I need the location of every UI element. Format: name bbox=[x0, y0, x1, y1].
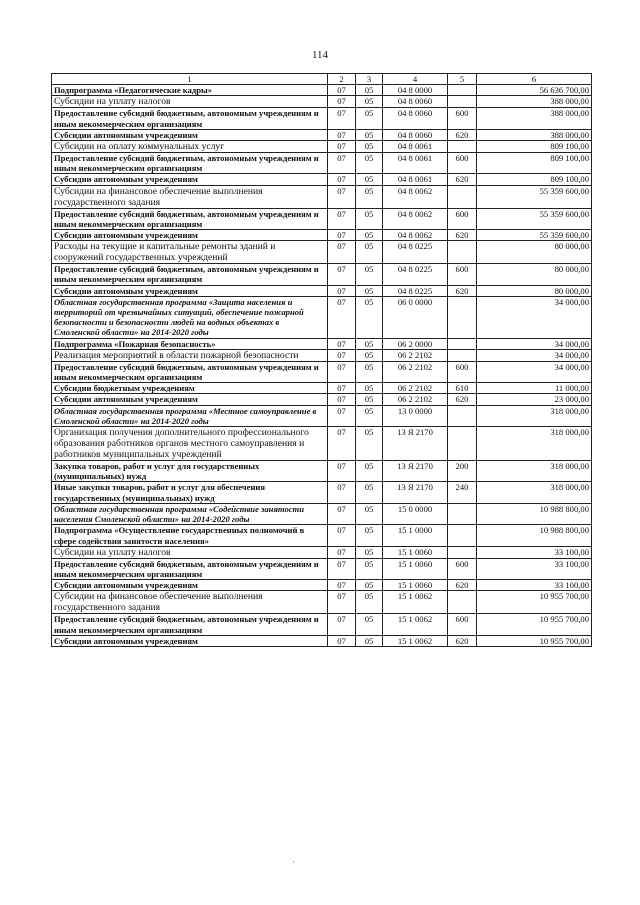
row-section-code: 07 bbox=[328, 208, 356, 229]
table-row bbox=[52, 427, 592, 461]
row-target-code: 13 Я 2170 bbox=[383, 482, 448, 503]
row-amount: 80 000,00 bbox=[477, 264, 592, 285]
row-expense-type: 240 bbox=[448, 482, 477, 503]
row-subsection-code: 05 bbox=[356, 96, 383, 108]
row-expense-type: 600 bbox=[448, 614, 477, 635]
row-section-code: 07 bbox=[328, 383, 356, 394]
row-section-code: 07 bbox=[328, 85, 356, 96]
row-target-code: 04 8 0225 bbox=[383, 264, 448, 285]
row-name: Областная государственная программа «Местное самоуправление в Смоленской области» на 2014-2020 годы bbox=[52, 405, 328, 426]
row-expense-type bbox=[448, 96, 477, 108]
row-target-code: 15 1 0062 bbox=[383, 591, 448, 614]
row-amount: 33 100,00 bbox=[477, 558, 592, 579]
table-row bbox=[52, 525, 592, 546]
row-target-code: 04 8 0225 bbox=[383, 241, 448, 264]
row-name: Иные закупки товаров, работ и услуг для обеспечения государственных (муниципальных) нужд bbox=[52, 482, 328, 503]
table-row bbox=[52, 141, 592, 153]
row-amount: 55 359 600,00 bbox=[477, 185, 592, 208]
table-row bbox=[52, 208, 592, 229]
row-target-code: 04 8 0060 bbox=[383, 96, 448, 108]
row-section-code: 07 bbox=[328, 558, 356, 579]
row-subsection-code: 05 bbox=[356, 427, 383, 461]
table-row bbox=[52, 546, 592, 558]
row-amount: 23 000,00 bbox=[477, 394, 592, 405]
row-expense-type bbox=[448, 503, 477, 524]
table-row bbox=[52, 85, 592, 96]
row-target-code: 04 8 0225 bbox=[383, 285, 448, 296]
row-expense-type bbox=[448, 525, 477, 546]
column-header: 6 bbox=[477, 74, 592, 85]
row-expense-type bbox=[448, 241, 477, 264]
table-row bbox=[52, 264, 592, 285]
row-name: Субсидии на уплату налогов bbox=[52, 546, 328, 558]
row-target-code: 15 1 0060 bbox=[383, 558, 448, 579]
row-section-code: 07 bbox=[328, 394, 356, 405]
row-subsection-code: 05 bbox=[356, 338, 383, 349]
row-section-code: 07 bbox=[328, 174, 356, 185]
row-name: Предоставление субсидий бюджетным, автономным учреждениям и иным некоммерческим организациям bbox=[52, 614, 328, 635]
row-name: Субсидии на финансовое обеспечение выполнения государственного задания bbox=[52, 185, 328, 208]
row-expense-type: 620 bbox=[448, 230, 477, 241]
table-row bbox=[52, 153, 592, 174]
row-subsection-code: 05 bbox=[356, 635, 383, 646]
page-mark: · bbox=[292, 857, 295, 867]
row-expense-type bbox=[448, 591, 477, 614]
row-target-code: 13 Я 2170 bbox=[383, 427, 448, 461]
table-row bbox=[52, 591, 592, 614]
row-target-code: 13 0 0000 bbox=[383, 405, 448, 426]
row-target-code: 04 8 0062 bbox=[383, 208, 448, 229]
row-name: Предоставление субсидий бюджетным, автономным учреждениям и иным некоммерческим организациям bbox=[52, 108, 328, 129]
row-name: Реализация мероприятий в области пожарной безопасности bbox=[52, 349, 328, 361]
table-row bbox=[52, 503, 592, 524]
row-amount: 10 955 700,00 bbox=[477, 591, 592, 614]
row-subsection-code: 05 bbox=[356, 153, 383, 174]
table-row bbox=[52, 614, 592, 635]
row-name: Закупка товаров, работ и услуг для государственных (муниципальных) нужд bbox=[52, 461, 328, 482]
row-subsection-code: 05 bbox=[356, 394, 383, 405]
column-header: 3 bbox=[356, 74, 383, 85]
row-section-code: 07 bbox=[328, 141, 356, 153]
table-row bbox=[52, 338, 592, 349]
row-expense-type bbox=[448, 405, 477, 426]
row-expense-type: 600 bbox=[448, 558, 477, 579]
row-subsection-code: 05 bbox=[356, 405, 383, 426]
row-amount: 318 000,00 bbox=[477, 405, 592, 426]
row-section-code: 07 bbox=[328, 230, 356, 241]
row-expense-type bbox=[448, 427, 477, 461]
row-expense-type: 610 bbox=[448, 383, 477, 394]
column-header: 2 bbox=[328, 74, 356, 85]
row-subsection-code: 05 bbox=[356, 230, 383, 241]
row-target-code: 15 1 0060 bbox=[383, 546, 448, 558]
row-name: Организация получения дополнительного профессионального образования работников органов местного самоуправления и работников муниципальных учреждений bbox=[52, 427, 328, 461]
row-name: Субсидии автономным учреждениям bbox=[52, 285, 328, 296]
row-subsection-code: 05 bbox=[356, 108, 383, 129]
row-name: Субсидии автономным учреждениям bbox=[52, 174, 328, 185]
row-expense-type bbox=[448, 296, 477, 338]
row-amount: 10 955 700,00 bbox=[477, 614, 592, 635]
row-target-code: 06 0 0000 bbox=[383, 296, 448, 338]
column-header: 4 bbox=[383, 74, 448, 85]
row-subsection-code: 05 bbox=[356, 174, 383, 185]
row-expense-type: 600 bbox=[448, 208, 477, 229]
row-subsection-code: 05 bbox=[356, 482, 383, 503]
row-name: Субсидии автономным учреждениям bbox=[52, 230, 328, 241]
row-amount: 33 100,00 bbox=[477, 580, 592, 591]
table-row bbox=[52, 635, 592, 646]
row-name: Субсидии автономным учреждениям bbox=[52, 635, 328, 646]
row-expense-type: 600 bbox=[448, 153, 477, 174]
row-amount: 809 100,00 bbox=[477, 174, 592, 185]
table-row bbox=[52, 241, 592, 264]
table-row bbox=[52, 394, 592, 405]
row-subsection-code: 05 bbox=[356, 503, 383, 524]
row-subsection-code: 05 bbox=[356, 185, 383, 208]
row-amount: 809 100,00 bbox=[477, 141, 592, 153]
row-name: Подпрограмма «Педагогические кадры» bbox=[52, 85, 328, 96]
table-row bbox=[52, 185, 592, 208]
row-amount: 34 000,00 bbox=[477, 296, 592, 338]
row-expense-type: 620 bbox=[448, 174, 477, 185]
row-name: Подпрограмма «Пожарная безопасность» bbox=[52, 338, 328, 349]
row-section-code: 07 bbox=[328, 296, 356, 338]
row-expense-type bbox=[448, 546, 477, 558]
row-expense-type: 600 bbox=[448, 108, 477, 129]
row-subsection-code: 05 bbox=[356, 349, 383, 361]
row-subsection-code: 05 bbox=[356, 558, 383, 579]
row-target-code: 04 8 0060 bbox=[383, 108, 448, 129]
row-target-code: 04 8 0061 bbox=[383, 174, 448, 185]
row-target-code: 06 2 2102 bbox=[383, 361, 448, 382]
row-amount: 34 000,00 bbox=[477, 361, 592, 382]
table-row bbox=[52, 482, 592, 503]
row-section-code: 07 bbox=[328, 525, 356, 546]
row-amount: 318 000,00 bbox=[477, 482, 592, 503]
row-subsection-code: 05 bbox=[356, 580, 383, 591]
row-amount: 34 000,00 bbox=[477, 349, 592, 361]
budget-table-body bbox=[52, 74, 592, 647]
row-name: Подпрограмма «Осуществление государственных полномочий в сфере содействия занятости населения» bbox=[52, 525, 328, 546]
budget-table bbox=[51, 73, 592, 647]
row-target-code: 04 8 0061 bbox=[383, 153, 448, 174]
row-name: Предоставление субсидий бюджетным, автономным учреждениям и иным некоммерческим организациям bbox=[52, 264, 328, 285]
row-target-code: 06 2 0000 bbox=[383, 338, 448, 349]
row-section-code: 07 bbox=[328, 635, 356, 646]
row-subsection-code: 05 bbox=[356, 264, 383, 285]
row-section-code: 07 bbox=[328, 185, 356, 208]
row-name: Субсидии на финансовое обеспечение выполнения государственного задания bbox=[52, 591, 328, 614]
row-subsection-code: 05 bbox=[356, 129, 383, 140]
row-section-code: 07 bbox=[328, 129, 356, 140]
row-section-code: 07 bbox=[328, 264, 356, 285]
row-section-code: 07 bbox=[328, 546, 356, 558]
row-section-code: 07 bbox=[328, 153, 356, 174]
row-expense-type bbox=[448, 85, 477, 96]
row-subsection-code: 05 bbox=[356, 141, 383, 153]
table-row bbox=[52, 558, 592, 579]
table-row bbox=[52, 174, 592, 185]
table-row bbox=[52, 461, 592, 482]
row-amount: 388 000,00 bbox=[477, 129, 592, 140]
row-subsection-code: 05 bbox=[356, 383, 383, 394]
row-section-code: 07 bbox=[328, 108, 356, 129]
row-subsection-code: 05 bbox=[356, 285, 383, 296]
row-name: Предоставление субсидий бюджетным, автономным учреждениям и иным некоммерческим организациям bbox=[52, 153, 328, 174]
row-subsection-code: 05 bbox=[356, 546, 383, 558]
row-amount: 10 988 800,00 bbox=[477, 503, 592, 524]
row-name: Предоставление субсидий бюджетным, автономным учреждениям и иным некоммерческим организациям bbox=[52, 208, 328, 229]
table-row bbox=[52, 230, 592, 241]
row-section-code: 07 bbox=[328, 338, 356, 349]
column-header: 5 bbox=[448, 74, 477, 85]
row-subsection-code: 05 bbox=[356, 296, 383, 338]
row-amount: 80 000,00 bbox=[477, 285, 592, 296]
row-expense-type bbox=[448, 185, 477, 208]
row-target-code: 04 8 0000 bbox=[383, 85, 448, 96]
row-expense-type: 200 bbox=[448, 461, 477, 482]
row-target-code: 15 1 0062 bbox=[383, 614, 448, 635]
row-name: Субсидии автономным учреждениям bbox=[52, 580, 328, 591]
row-expense-type: 600 bbox=[448, 264, 477, 285]
row-name: Субсидии автономным учреждениям bbox=[52, 394, 328, 405]
table-row bbox=[52, 108, 592, 129]
row-target-code: 15 0 0000 bbox=[383, 503, 448, 524]
row-section-code: 07 bbox=[328, 96, 356, 108]
row-amount: 55 359 600,00 bbox=[477, 208, 592, 229]
page-number: 114 bbox=[311, 49, 329, 61]
table-row bbox=[52, 361, 592, 382]
row-target-code: 04 8 0060 bbox=[383, 129, 448, 140]
row-subsection-code: 05 bbox=[356, 461, 383, 482]
row-section-code: 07 bbox=[328, 614, 356, 635]
table-row bbox=[52, 285, 592, 296]
row-name: Областная государственная программа «Содействие занятости населения Смоленской области» на 2014-2020 годы bbox=[52, 503, 328, 524]
row-subsection-code: 05 bbox=[356, 361, 383, 382]
row-expense-type: 600 bbox=[448, 361, 477, 382]
row-name: Областная государственная программа «Защита населения и территорий от чрезвычайных ситуаций, обеспечение пожарной безопасности и безопасности людей на водных объектах в Смоленской области» на 2014-2020 годы bbox=[52, 296, 328, 338]
row-target-code: 15 1 0060 bbox=[383, 580, 448, 591]
row-expense-type bbox=[448, 338, 477, 349]
row-amount: 55 359 600,00 bbox=[477, 230, 592, 241]
row-target-code: 06 2 2102 bbox=[383, 349, 448, 361]
row-target-code: 04 8 0061 bbox=[383, 141, 448, 153]
row-amount: 388 000,00 bbox=[477, 96, 592, 108]
row-target-code: 15 1 0000 bbox=[383, 525, 448, 546]
row-target-code: 13 Я 2170 bbox=[383, 461, 448, 482]
row-target-code: 15 1 0062 bbox=[383, 635, 448, 646]
table-row bbox=[52, 580, 592, 591]
row-amount: 388 000,00 bbox=[477, 108, 592, 129]
column-header: 1 bbox=[52, 74, 328, 85]
row-section-code: 07 bbox=[328, 361, 356, 382]
row-expense-type: 620 bbox=[448, 285, 477, 296]
table-row bbox=[52, 349, 592, 361]
row-target-code: 04 8 0062 bbox=[383, 230, 448, 241]
row-name: Субсидии на оплату коммунальных услуг bbox=[52, 141, 328, 153]
table-row bbox=[52, 96, 592, 108]
row-expense-type: 620 bbox=[448, 580, 477, 591]
row-amount: 56 636 700,00 bbox=[477, 85, 592, 96]
row-subsection-code: 05 bbox=[356, 591, 383, 614]
row-subsection-code: 05 bbox=[356, 208, 383, 229]
row-section-code: 07 bbox=[328, 482, 356, 503]
row-target-code: 06 2 2102 bbox=[383, 394, 448, 405]
row-amount: 34 000,00 bbox=[477, 338, 592, 349]
row-name: Субсидии на уплату налогов bbox=[52, 96, 328, 108]
row-section-code: 07 bbox=[328, 461, 356, 482]
table-row bbox=[52, 383, 592, 394]
row-subsection-code: 05 bbox=[356, 241, 383, 264]
row-name: Субсидии автономным учреждениям bbox=[52, 129, 328, 140]
row-expense-type bbox=[448, 141, 477, 153]
row-section-code: 07 bbox=[328, 580, 356, 591]
row-section-code: 07 bbox=[328, 405, 356, 426]
row-name: Расходы на текущие и капитальные ремонты зданий и сооружений государственных учреждений bbox=[52, 241, 328, 264]
row-amount: 80 000,00 bbox=[477, 241, 592, 264]
row-target-code: 06 2 2102 bbox=[383, 383, 448, 394]
row-amount: 11 000,00 bbox=[477, 383, 592, 394]
row-subsection-code: 05 bbox=[356, 85, 383, 96]
row-name: Субсидии бюджетным учреждениям bbox=[52, 383, 328, 394]
row-amount: 809 100,00 bbox=[477, 153, 592, 174]
row-subsection-code: 05 bbox=[356, 614, 383, 635]
row-amount: 33 100,00 bbox=[477, 546, 592, 558]
row-amount: 10 988 800,00 bbox=[477, 525, 592, 546]
row-target-code: 04 8 0062 bbox=[383, 185, 448, 208]
row-section-code: 07 bbox=[328, 503, 356, 524]
table-header-row bbox=[52, 74, 592, 85]
row-expense-type: 620 bbox=[448, 129, 477, 140]
row-section-code: 07 bbox=[328, 349, 356, 361]
row-name: Предоставление субсидий бюджетным, автономным учреждениям и иным некоммерческим организациям bbox=[52, 361, 328, 382]
row-section-code: 07 bbox=[328, 285, 356, 296]
row-expense-type: 620 bbox=[448, 394, 477, 405]
row-section-code: 07 bbox=[328, 591, 356, 614]
row-section-code: 07 bbox=[328, 241, 356, 264]
table-row bbox=[52, 296, 592, 338]
row-section-code: 07 bbox=[328, 427, 356, 461]
row-expense-type bbox=[448, 349, 477, 361]
table-row bbox=[52, 405, 592, 426]
row-amount: 318 000,00 bbox=[477, 461, 592, 482]
row-amount: 318 000,00 bbox=[477, 427, 592, 461]
row-expense-type: 620 bbox=[448, 635, 477, 646]
row-name: Предоставление субсидий бюджетным, автономным учреждениям и иным некоммерческим организациям bbox=[52, 558, 328, 579]
table-row bbox=[52, 129, 592, 140]
row-amount: 10 955 700,00 bbox=[477, 635, 592, 646]
row-subsection-code: 05 bbox=[356, 525, 383, 546]
